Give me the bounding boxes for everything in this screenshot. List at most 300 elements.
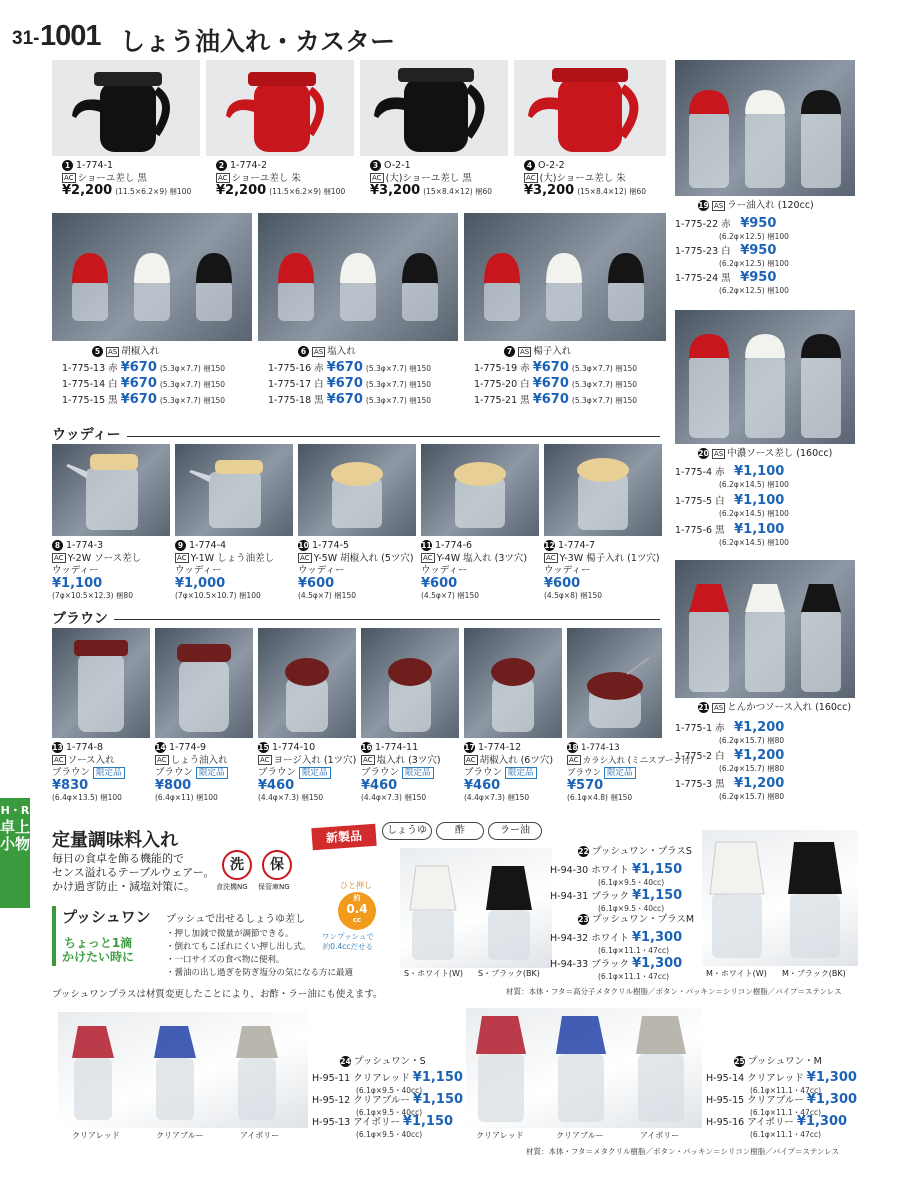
item-code: 1-774-11 (375, 742, 419, 753)
intro-line: 毎日の食卓を飾る機能的で (52, 852, 184, 865)
item-color: ホワイト (591, 933, 629, 944)
item-dim: (5.3φ×7.7) 梱150 (365, 380, 432, 389)
item-dim: (4.4φ×7.3) 梱150 (361, 793, 427, 802)
item-name: (大)ショーユ差し 黒 (385, 172, 472, 184)
storage-ng-icon (262, 850, 292, 880)
item-code: 1-774-7 (558, 540, 596, 551)
group-caption (698, 200, 814, 213)
item-color: ブラック (591, 959, 630, 970)
item-dim: (6.2φ×14.5) 梱100 (719, 509, 789, 518)
price-row (474, 376, 637, 391)
price-row (675, 270, 789, 296)
item-number: 23 (578, 915, 589, 924)
item-code: O-2-2 (538, 160, 565, 171)
item-price: ¥830 (52, 777, 89, 793)
item-dim: (11.5×6.2×9) 梱100 (115, 187, 192, 196)
item-code: H-95-13 (312, 1117, 351, 1128)
variant-label: M・ブラック(BK) (782, 969, 846, 978)
price-row (268, 392, 431, 407)
variant-label: クリアレッド (476, 1131, 524, 1140)
material-tag: AC (466, 756, 476, 764)
product-caption (361, 742, 441, 805)
item-price: ¥670 (326, 360, 363, 375)
item-code: 1-774-1 (76, 160, 114, 171)
product-photo (52, 628, 150, 738)
price-row (675, 216, 789, 242)
product-caption (464, 742, 553, 805)
item-color: ブラック (591, 891, 630, 902)
item-dim: (6.2φ×12.5) 梱100 (719, 232, 789, 241)
group-caption (578, 846, 692, 859)
product-caption (298, 540, 414, 603)
product-photo (175, 444, 293, 536)
item-color: 黒 (108, 395, 118, 406)
item-number: 15 (258, 743, 269, 752)
item-number: 2 (216, 160, 227, 171)
limited-badge: 限定品 (505, 767, 537, 779)
item-series: ウッディー (298, 565, 345, 576)
product-caption (155, 742, 228, 805)
shaker-icon (544, 444, 662, 536)
price-row (62, 360, 225, 375)
material-tag: AC (300, 554, 310, 562)
item-price: ¥1,100 (734, 464, 785, 479)
mustard-pot-icon (567, 628, 662, 738)
item-code: H-94-33 (550, 959, 589, 970)
item-color: クリアブルー (747, 1095, 804, 1106)
push-dispenser-icon (702, 830, 858, 966)
group-name: プッシュワン・M (748, 1056, 822, 1067)
item-name: ショーユ差し 黒 (77, 172, 147, 184)
item-dim: (6.1φ×11.1・47cc) (750, 1108, 822, 1117)
item-dim: (4.5φ×7) 梱150 (421, 591, 479, 600)
limited-badge: 限定品 (196, 767, 228, 779)
item-code: H-94-31 (550, 891, 589, 902)
item-code: 1-775-4 (675, 467, 713, 478)
item-dim: (6.2φ×15.7) 梱80 (719, 736, 785, 745)
shaker-set-icon (258, 213, 458, 341)
item-dim: (6.4φ×13.5) 梱100 (52, 793, 122, 802)
item-price: ¥600 (544, 575, 581, 591)
intro-line: センス溢れるテーブルウェアー。 (52, 866, 215, 879)
item-price: ¥670 (532, 376, 569, 391)
item-dim: (6.2φ×14.5) 梱100 (719, 538, 789, 547)
item-price: ¥950 (740, 270, 777, 285)
item-name: Y-4W 塩入れ (3ツ穴) (436, 552, 528, 564)
group-caption (734, 1056, 822, 1069)
item-number: 22 (578, 847, 589, 856)
item-code: 1-775-5 (675, 496, 713, 507)
item-series: ブラウン (567, 768, 602, 778)
item-series: ウッディー (544, 565, 591, 576)
item-color: 黒 (520, 395, 530, 406)
item-price: ¥950 (740, 243, 777, 258)
bottle-icon (155, 628, 253, 738)
material-tag: AC (218, 174, 228, 182)
item-price: ¥800 (155, 777, 192, 793)
item-price: ¥600 (298, 575, 335, 591)
group-caption (578, 914, 694, 927)
price-row (675, 720, 784, 746)
item-dim: (6.2φ×14.5) 梱100 (719, 480, 789, 489)
item-color: 赤 (721, 219, 731, 230)
item-color: 白 (721, 246, 731, 257)
item-dim: (4.5φ×8) 梱150 (544, 591, 602, 600)
item-color: 黒 (721, 273, 731, 284)
item-price: ¥1,300 (631, 930, 683, 945)
item-dim: (5.3φ×7.7) 梱150 (571, 380, 638, 389)
group-name: とんかつソース入れ (160cc) (727, 702, 852, 713)
section-heading: ブラウン (52, 608, 114, 628)
material-tag: AS (108, 347, 118, 356)
feature-item: ・押し加減で微量が調節できる。 (166, 929, 294, 939)
footer-note: プッシュワンプラスは材質変更したことにより、お酢・ラー油にも使えます。 (52, 989, 383, 1000)
item-code: 1-775-23 (675, 246, 719, 257)
item-number: 24 (340, 1057, 351, 1066)
item-dim: (6.1φ×9.5・40cc) (598, 904, 665, 913)
product-caption (544, 540, 660, 603)
product-photo (400, 848, 552, 968)
item-price: ¥1,150 (402, 1114, 454, 1129)
variant-label: クリアブルー (556, 1131, 604, 1140)
shaker-icon (421, 444, 539, 536)
shaker-icon (298, 444, 416, 536)
group-name: プッシュワン・S (354, 1056, 426, 1067)
item-name: 胡椒入れ (6ツ穴) (479, 754, 554, 766)
price-row (675, 243, 789, 269)
item-color: 赤 (715, 723, 725, 734)
item-code: 1-775-1 (675, 723, 713, 734)
item-dim: (6.2φ×12.5) 梱100 (719, 259, 789, 268)
group-caption (92, 346, 159, 359)
item-dim: (7φ×10.5×12.3) 梱80 (52, 591, 133, 600)
section-rule (52, 619, 660, 620)
item-number: 21 (698, 703, 709, 712)
item-name: 塩入れ (3ツ穴) (376, 754, 441, 766)
item-code: H-94-32 (550, 933, 589, 944)
item-price: ¥670 (120, 360, 157, 375)
group-name: 中濃ソース差し (160cc) (727, 448, 833, 459)
item-price: ¥600 (421, 575, 458, 591)
product-photo (52, 444, 170, 536)
product-photo (298, 444, 416, 536)
item-code: 1-775-13 (62, 363, 106, 374)
brand-name: プッシュワン (62, 908, 151, 926)
bottle-icon (52, 628, 150, 738)
price-row (268, 360, 431, 375)
variant-label: クリアレッド (72, 1131, 120, 1140)
drop-value: 0.4 (346, 902, 368, 916)
item-dim: (5.3φ×7.7) 梱150 (571, 396, 638, 405)
push-dispenser-icon (400, 848, 552, 968)
item-name: ヨージ入れ (1ツ穴) (273, 754, 357, 766)
item-code: H-95-12 (312, 1095, 351, 1106)
item-color: アイボリー (747, 1117, 794, 1128)
page-prefix: 31- (12, 28, 40, 49)
item-color: クリアレッド (747, 1073, 804, 1084)
item-price: ¥1,100 (734, 493, 785, 508)
item-series: ウッディー (52, 565, 99, 576)
item-price: ¥670 (120, 376, 157, 391)
material-tag: AC (372, 174, 382, 182)
price-row (675, 776, 784, 802)
item-color: 白 (715, 496, 725, 507)
price-row (675, 748, 784, 774)
item-code: 1-774-5 (312, 540, 350, 551)
material-tag: AC (54, 756, 64, 764)
material-tag: AS (520, 347, 530, 356)
icon-label: 保管庫NG (258, 883, 290, 891)
item-price: ¥1,150 (632, 888, 683, 903)
price-row (550, 930, 682, 956)
item-color: アイボリー (353, 1117, 400, 1128)
item-dim: (6.4φ×11) 梱100 (155, 793, 218, 802)
price-row (474, 392, 637, 407)
page-title: しょう油入れ・カスター (120, 27, 396, 56)
item-color: 赤 (715, 467, 725, 478)
item-code: H-95-16 (706, 1117, 745, 1128)
material-note: 材質：本体・フタ＝高分子メタクリル樹脂／ボタン・パッキン＝シリコン樹脂／パイプ＝ステンレス (506, 987, 842, 996)
item-color: 赤 (314, 363, 324, 374)
item-code: 1-775-2 (675, 751, 713, 762)
side-category-tab[interactable] (0, 798, 30, 908)
oil-bottle-set-icon (675, 60, 855, 196)
item-dim: (6.2φ×15.7) 梱80 (719, 764, 785, 773)
feature-item: ・倒れてもこぼれにくい押し出し式。 (166, 942, 311, 952)
soy-pot-icon (206, 60, 354, 156)
item-color: 赤 (520, 363, 530, 374)
item-series: ウッディー (175, 565, 222, 576)
item-name: Y-3W 楊子入れ (1ツ穴) (559, 552, 660, 564)
item-code: 1-774-13 (581, 743, 620, 753)
item-dim: (5.3φ×7.7) 梱150 (571, 364, 638, 373)
material-tag: AS (714, 449, 724, 458)
item-price: ¥1,150 (412, 1092, 464, 1107)
dishwasher-ng-icon (222, 850, 252, 880)
intro-text (52, 852, 214, 894)
price-row (550, 888, 682, 914)
usage-pill: 酢 (436, 822, 484, 840)
item-color: クリアブルー (353, 1095, 410, 1106)
item-number: 9 (175, 540, 186, 551)
product-caption (524, 160, 646, 199)
new-product-badge (311, 824, 376, 850)
product-photo (702, 830, 858, 966)
green-tagline (62, 936, 134, 964)
product-photo (567, 628, 662, 738)
item-price: ¥460 (258, 777, 295, 793)
item-price: ¥670 (326, 376, 363, 391)
product-photo (155, 628, 253, 738)
item-color: 赤 (108, 363, 118, 374)
item-number: 25 (734, 1057, 745, 1066)
shaker-icon (361, 628, 459, 738)
shaker-set-icon (52, 213, 252, 341)
group-name: 楊子入れ (533, 346, 572, 357)
product-photo (52, 213, 252, 341)
section-rule (52, 436, 660, 437)
feature-list (166, 928, 353, 980)
price-row (312, 1114, 453, 1140)
item-color: 白 (108, 379, 118, 390)
item-code: 1-775-17 (268, 379, 312, 390)
feature-item: ・醤油の出し過ぎを防ぎ塩分の気になる方に最適 (166, 968, 354, 978)
item-number: 11 (421, 541, 432, 550)
group-name: プッシュワン・プラスM (592, 914, 695, 925)
item-dim: (5.3φ×7.7) 梱150 (159, 380, 226, 389)
side-tab-line: 小物 (0, 835, 31, 853)
item-color: 白 (314, 379, 324, 390)
price-row (675, 522, 789, 548)
item-dim: (6.1φ×11.1・47cc) (750, 1086, 822, 1095)
shaker-set-icon (464, 213, 666, 341)
item-name: ソース入れ (67, 754, 115, 766)
item-code: 1-775-21 (474, 395, 518, 406)
item-price: ¥3,200 (370, 183, 421, 198)
item-name: カラシ入れ (ミニスプーン付) (582, 755, 694, 766)
material-tag: AC (177, 554, 187, 562)
item-color: 黒 (715, 525, 725, 536)
price-row (675, 464, 789, 490)
item-code: 1-775-15 (62, 395, 106, 406)
item-code: 1-775-16 (268, 363, 312, 374)
icon-glyph: 保 (270, 857, 284, 873)
item-code: 1-774-3 (66, 540, 104, 551)
item-dim: (5.3φ×7.7) 梱150 (159, 396, 226, 405)
item-dim: (6.1φ×11.1・47cc) (750, 1130, 822, 1139)
material-tag: AC (423, 554, 433, 562)
product-photo (58, 1012, 308, 1128)
product-photo (675, 560, 855, 698)
item-price: ¥1,150 (412, 1070, 463, 1085)
item-dim: (6.1φ×4.8) 梱150 (567, 793, 633, 802)
material-tag: AC (64, 174, 74, 182)
product-caption (52, 540, 141, 603)
item-code: H-95-15 (706, 1095, 745, 1106)
item-dim: (15×8.4×12) 梱60 (423, 187, 493, 196)
item-code: 1-775-3 (675, 779, 713, 790)
material-tag: AC (260, 756, 270, 764)
item-series: ブラウン (52, 767, 91, 778)
item-code: 1-774-6 (435, 540, 473, 551)
item-number: 13 (52, 743, 63, 752)
product-caption (52, 742, 125, 805)
material-note: 材質：本体・フタ＝メタクリル樹脂／ボタン・パッキン＝シリコン樹脂／パイプ＝ステンレス (526, 1147, 840, 1156)
group-caption (504, 346, 571, 359)
material-tag: AC (157, 756, 167, 764)
item-price: ¥670 (532, 360, 569, 375)
item-dim: (6.1φ×9.5・40cc) (356, 1086, 423, 1095)
product-caption (175, 540, 274, 603)
product-photo (544, 444, 662, 536)
item-number: 20 (698, 449, 709, 458)
limited-badge: 限定品 (299, 767, 331, 779)
item-price: ¥1,100 (734, 522, 785, 537)
item-code: 1-774-9 (169, 742, 207, 753)
group-caption (698, 448, 832, 461)
item-price: ¥570 (567, 777, 604, 793)
drop-amount-badge (338, 892, 376, 930)
item-price: ¥460 (464, 777, 501, 793)
item-dim: (6.2φ×15.7) 梱80 (719, 792, 785, 801)
item-price: ¥1,100 (52, 575, 103, 591)
item-code: O-2-1 (384, 160, 411, 171)
group-name: 塩入れ (327, 346, 356, 357)
limited-badge: 限定品 (604, 767, 636, 779)
item-code: 1-774-8 (66, 742, 104, 753)
item-dim: (4.4φ×7.3) 梱150 (258, 793, 324, 802)
item-name: Y-1W しょう油差し (190, 552, 275, 564)
product-photo (258, 213, 458, 341)
item-dim: (5.3φ×7.7) 梱150 (365, 364, 432, 373)
item-name: ショーユ差し 朱 (231, 172, 301, 184)
group-caption (340, 1056, 426, 1069)
item-dim: (11.5×6.2×9) 梱100 (269, 187, 346, 196)
price-row (550, 956, 682, 982)
item-number: 5 (92, 346, 103, 357)
item-price: ¥1,200 (734, 720, 785, 735)
product-photo (421, 444, 539, 536)
item-name: しょう油入れ (170, 754, 228, 766)
product-photo (464, 213, 666, 341)
product-photo (52, 60, 200, 156)
item-code: H-95-14 (706, 1073, 745, 1084)
group-caption (298, 346, 356, 359)
item-price: ¥2,200 (62, 183, 113, 198)
item-number: 3 (370, 160, 381, 171)
side-tab-line: H・R (0, 804, 30, 817)
item-number: 17 (464, 743, 475, 752)
item-number: 4 (524, 160, 535, 171)
push-dispenser-row-icon (58, 1012, 308, 1128)
item-name: Y-2W ソース差し (67, 552, 142, 564)
brand-subtitle: プッシュで出せるしょうゆ差し (166, 914, 306, 925)
section-heading: 定量調味料入れ (52, 830, 178, 851)
item-color: 白 (520, 379, 530, 390)
drop-unit: cc (352, 916, 362, 924)
material-tag: AC (363, 756, 373, 764)
item-code: 1-775-6 (675, 525, 713, 536)
item-code: 1-774-10 (272, 742, 316, 753)
item-price: ¥1,150 (631, 862, 683, 877)
product-caption (370, 160, 492, 199)
usage-pill: しょうゆ (382, 822, 432, 840)
group-name: 胡椒入れ (121, 346, 160, 357)
product-photo (464, 628, 562, 738)
material-tag: AS (714, 703, 724, 712)
item-number: 18 (567, 743, 578, 752)
variant-label: S・ホワイト(W) (404, 969, 463, 978)
material-tag: AC (526, 174, 536, 182)
item-price: ¥950 (740, 216, 777, 231)
product-photo (258, 628, 356, 738)
soy-pot-icon (52, 60, 200, 156)
item-dim: (6.2φ×12.5) 梱100 (719, 286, 789, 295)
item-price: ¥1,300 (806, 1092, 858, 1107)
item-color: ホワイト (591, 865, 629, 876)
item-code: 1-775-14 (62, 379, 106, 390)
item-number: 1 (62, 160, 73, 171)
product-photo (466, 1008, 702, 1128)
item-color: 黒 (314, 395, 324, 406)
tagline-line: ちょっと1滴 (63, 936, 133, 950)
soy-pot-icon (360, 60, 508, 156)
sauce-bottle-set-icon (675, 310, 855, 444)
group-name: プッシュワン・プラスS (592, 846, 692, 857)
item-number: 16 (361, 743, 372, 752)
item-price: ¥1,300 (632, 956, 683, 971)
item-color: クリアレッド (353, 1073, 410, 1084)
